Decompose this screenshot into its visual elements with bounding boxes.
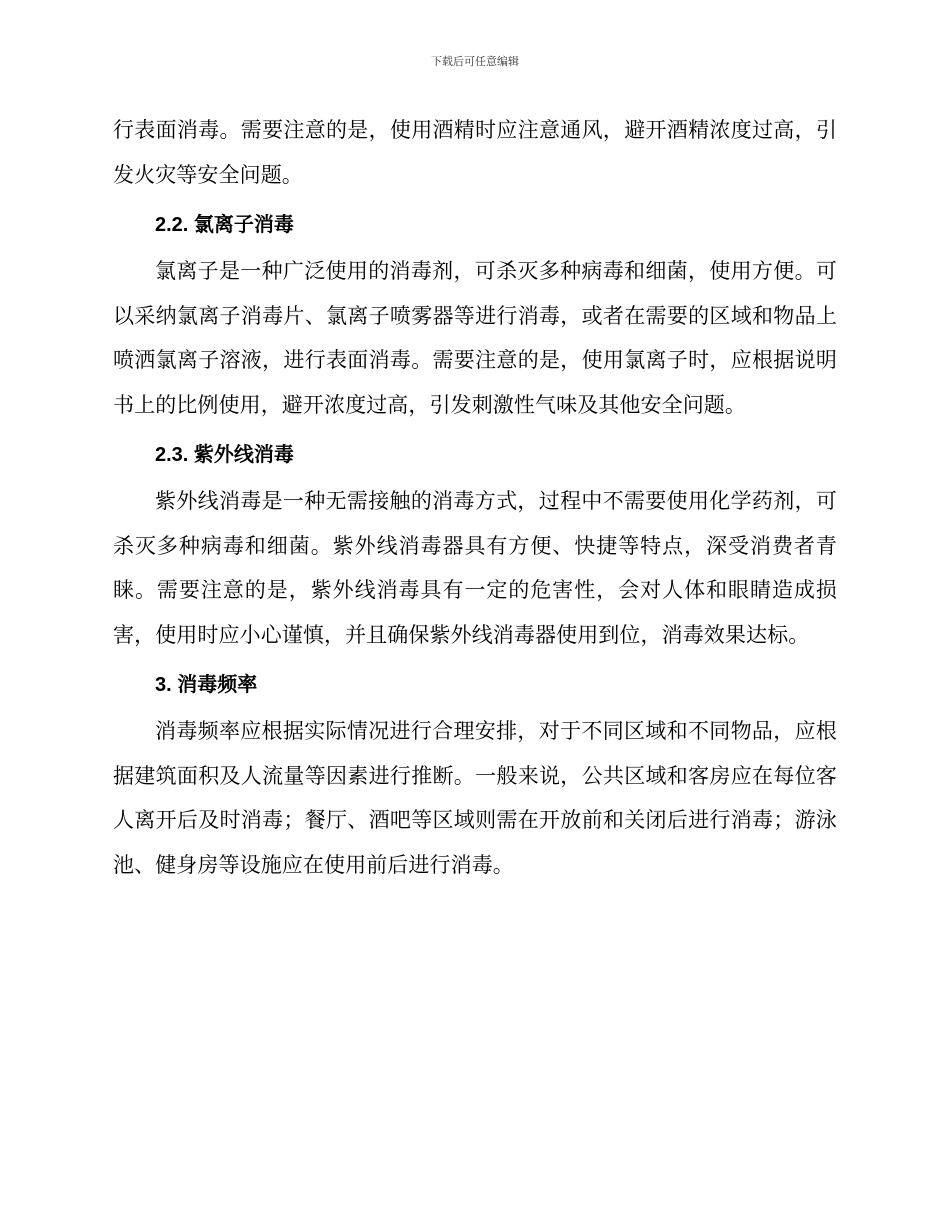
section-heading-uv: 2.3. 紫外线消毒: [155, 444, 294, 466]
section-heading-frequency: 3. 消毒频率: [155, 674, 258, 696]
spacer: [113, 697, 837, 709]
spacer: [113, 467, 837, 479]
spacer: [113, 427, 837, 443]
page-header-note: 下载后可任意编辑: [431, 55, 519, 68]
section-heading-chlorine: 2.2. 氯离子消毒: [155, 214, 294, 236]
paragraph-alcohol-continued: 行表面消毒。需要注意的是，使用酒精时应注意通风，避开酒精浓度过高，引发火灾等安全问题。: [113, 118, 837, 187]
document-body: [113, 108, 837, 887]
paragraph-uv: 紫外线消毒是一种无需接触的消毒方式，过程中不需要使用化学药剂，可杀灭多种病毒和细菌。紫外线消毒器具有方便、快捷等特点，深受消费者青睐。需要注意的是，紫外线消毒具有一定的危害性，会对人体和眼睛造成损害，使用时应小心谨慎，并且确保紫外线消毒器使用到位，消毒效果达标。: [113, 489, 837, 647]
spacer: [113, 657, 837, 673]
paragraph-frequency: 消毒频率应根据实际情况进行合理安排，对于不同区域和不同物品，应根据建筑面积及人流量等因素进行推断。一般来说，公共区域和客房应在每位客人离开后及时消毒；餐厅、酒吧等区域则需在开放前和关闭后进行消毒；游泳池、健身房等设施应在使用前后进行消毒。: [113, 719, 837, 877]
spacer: [113, 237, 837, 249]
paragraph-chlorine: 氯离子是一种广泛使用的消毒剂，可杀灭多种病毒和细菌，使用方便。可以采纳氯离子消毒片、氯离子喷雾器等进行消毒，或者在需要的区域和物品上喷洒氯离子溶液，进行表面消毒。需要注意的是，使用氯离子时，应根据说明书上的比例使用，避开浓度过高，引发刺激性气味及其他安全问题。: [113, 259, 837, 417]
spacer: [113, 197, 837, 213]
